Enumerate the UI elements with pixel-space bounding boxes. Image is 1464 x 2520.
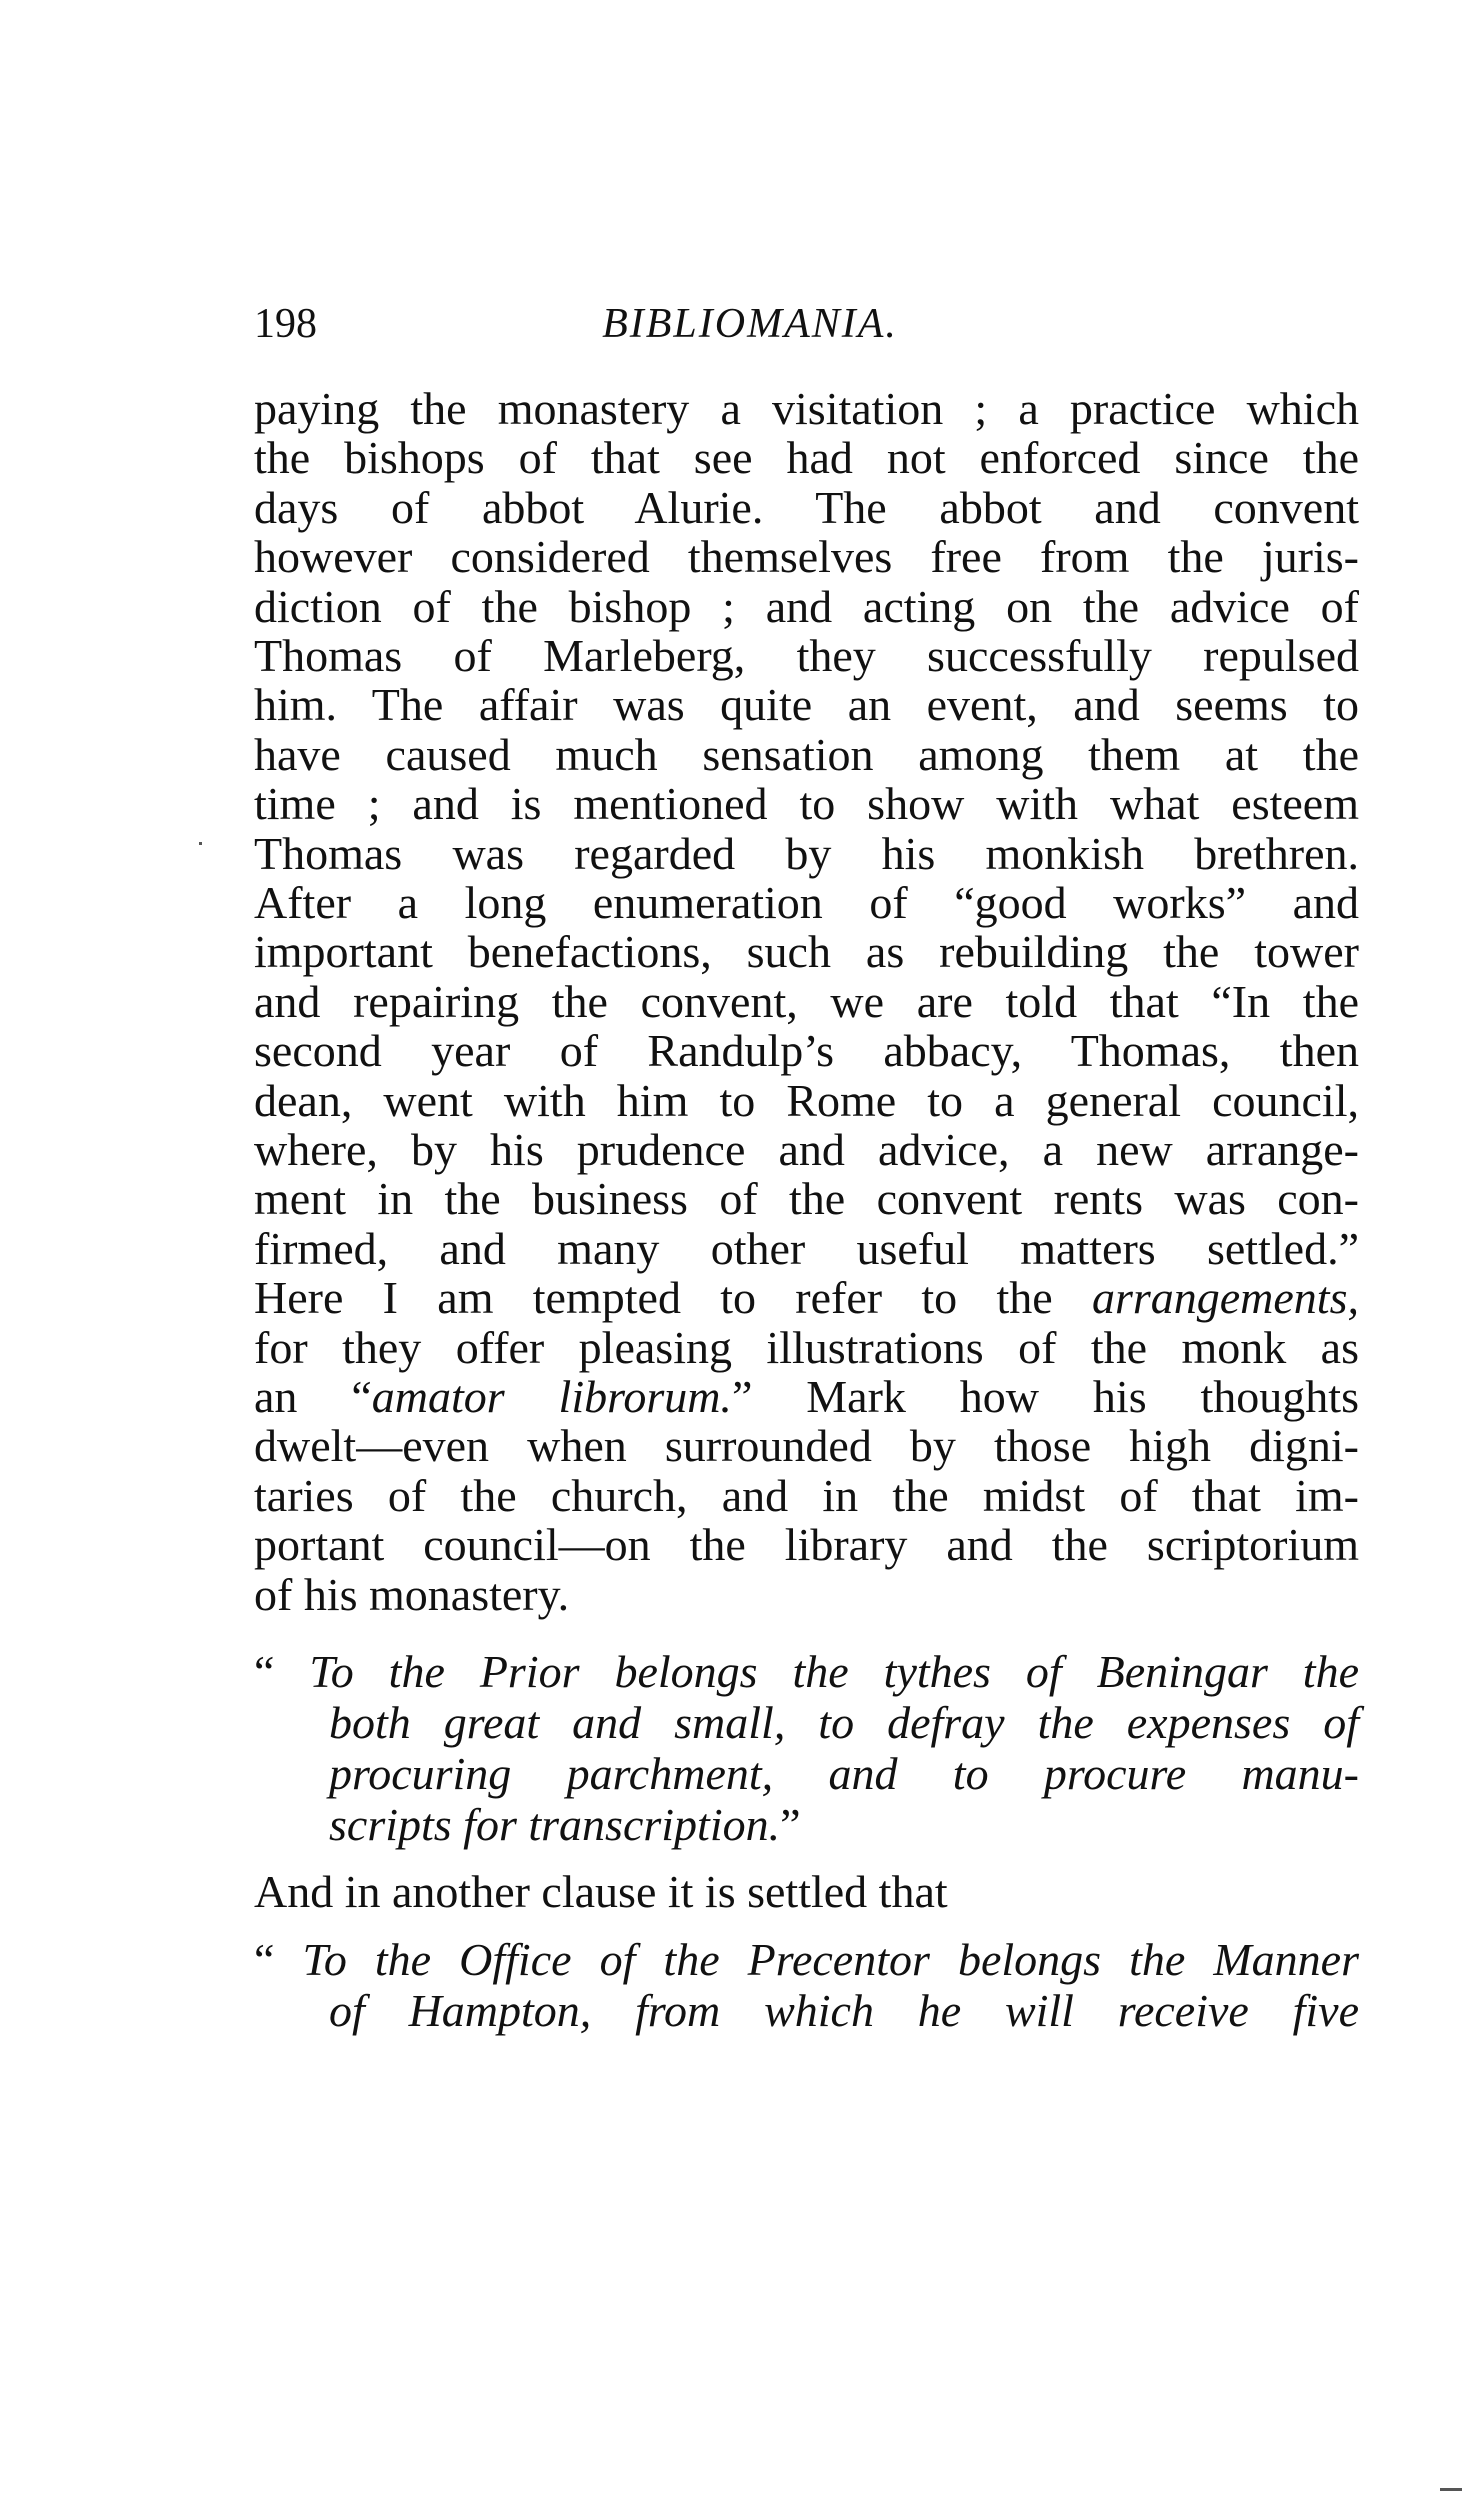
text-span: “ — [254, 1646, 310, 1697]
text-span: taries of the church, and in the midst of that im- — [254, 1470, 1359, 1521]
body_lines-line — [254, 1173, 1359, 1224]
italic-text: To the Office of the Precentor belongs the Manner — [302, 1934, 1360, 1985]
body_lines-line — [254, 432, 1359, 483]
text-span: diction of the bishop ; and acting on the advice of — [254, 581, 1359, 632]
quote2-line — [329, 1985, 1359, 2036]
text-span: where, by his prudence and advice, a new arrange- — [254, 1124, 1359, 1175]
text-span: of his monastery. — [254, 1569, 570, 1620]
text-span: paying the monastery a visitation ; a practice which — [254, 383, 1359, 434]
text-span: dwelt—even when surrounded by those high digni- — [254, 1420, 1359, 1471]
text-span: him. The affair was quite an event, and seems to — [254, 679, 1359, 730]
body_lines-line — [254, 976, 1359, 1027]
body_lines-line — [254, 828, 1359, 879]
quote1-line — [254, 1646, 1359, 1697]
text-span: dean, went with him to Rome to a general council, — [254, 1075, 1359, 1126]
text-span: an “ — [254, 1371, 372, 1422]
body_lines-line — [254, 1519, 1359, 1570]
text-span: important benefactions, such as rebuilding the tower — [254, 926, 1359, 977]
text-span: ment in the business of the convent rents was con- — [254, 1173, 1359, 1224]
italic-text: procuring parchment, and to procure manu- — [329, 1748, 1359, 1799]
text-span: Thomas was regarded by his monkish brethren. — [254, 828, 1359, 879]
text-span: the bishops of that see had not enforced since the — [254, 432, 1359, 483]
body_lines-line — [254, 581, 1359, 632]
quote2-line — [254, 1934, 1360, 1985]
body_lines-line — [254, 1322, 1359, 1373]
text-span: “ — [254, 1934, 303, 1985]
connector-line — [254, 1866, 1359, 1917]
body_lines-line — [254, 1223, 1359, 1274]
text-span: have caused much sensation among them at the — [254, 729, 1359, 780]
body_lines-line — [254, 1371, 1359, 1422]
text-span: portant council—on the library and the scriptorium — [254, 1519, 1359, 1570]
quote1-line — [329, 1748, 1359, 1799]
print-speck — [199, 842, 202, 845]
text-span: days of abbot Alurie. The abbot and convent — [254, 482, 1359, 533]
text-span: second year of Randulp’s abbacy, Thomas, then — [254, 1025, 1359, 1076]
body_lines-line — [254, 778, 1359, 829]
quote1-line — [329, 1799, 1359, 1850]
text-span: ” Mark how his thoughts — [731, 1371, 1359, 1422]
italic-text: To the Prior belongs the tythes of Beningar the — [309, 1646, 1359, 1697]
text-span: time ; and is mentioned to show with what esteem — [254, 778, 1359, 829]
print-mark — [1440, 2488, 1462, 2491]
body_lines-line — [254, 1025, 1359, 1076]
body_lines-line — [254, 482, 1359, 533]
text-span: however considered themselves free from the juris- — [254, 531, 1359, 582]
body_lines-line — [254, 383, 1359, 434]
body_lines-line — [254, 630, 1359, 681]
page-number: 198 — [254, 301, 317, 347]
text-span: ” — [780, 1799, 801, 1850]
text-span: After a long enumeration of “good works” and — [254, 877, 1359, 928]
text-span: for they offer pleasing illustrations of the monk as — [254, 1322, 1359, 1373]
body_lines-line — [254, 1470, 1359, 1521]
text-span: and repairing the convent, we are told that “In the — [254, 976, 1359, 1027]
quote1-line — [329, 1697, 1359, 1748]
italic-text: of Hampton, from which he will receive five — [329, 1985, 1359, 2036]
italic-text: arrangements, — [1091, 1272, 1359, 1323]
body_lines-line — [254, 877, 1359, 928]
text-span: And in another clause it is settled that — [254, 1866, 948, 1917]
text-span: firmed, and many other useful matters settled.” — [254, 1223, 1359, 1274]
body_lines-line — [254, 1075, 1359, 1126]
body_lines-line — [254, 531, 1359, 582]
body_lines-line — [254, 679, 1359, 730]
italic-text: both great and small, to defray the expenses of — [329, 1697, 1359, 1748]
body_lines-line — [254, 1569, 1359, 1620]
body_lines-line — [254, 926, 1359, 977]
body_lines-line — [254, 729, 1359, 780]
running-title: BIBLIOMANIA. — [602, 301, 898, 347]
text-span: Thomas of Marleberg, they successfully repulsed — [254, 630, 1359, 681]
italic-text: amator librorum. — [371, 1371, 732, 1422]
italic-text: scripts for transcription. — [329, 1799, 781, 1850]
body_lines-line — [254, 1124, 1359, 1175]
text-span: Here I am tempted to refer to the — [254, 1272, 1092, 1323]
body_lines-line — [254, 1272, 1359, 1323]
body_lines-line — [254, 1420, 1359, 1471]
